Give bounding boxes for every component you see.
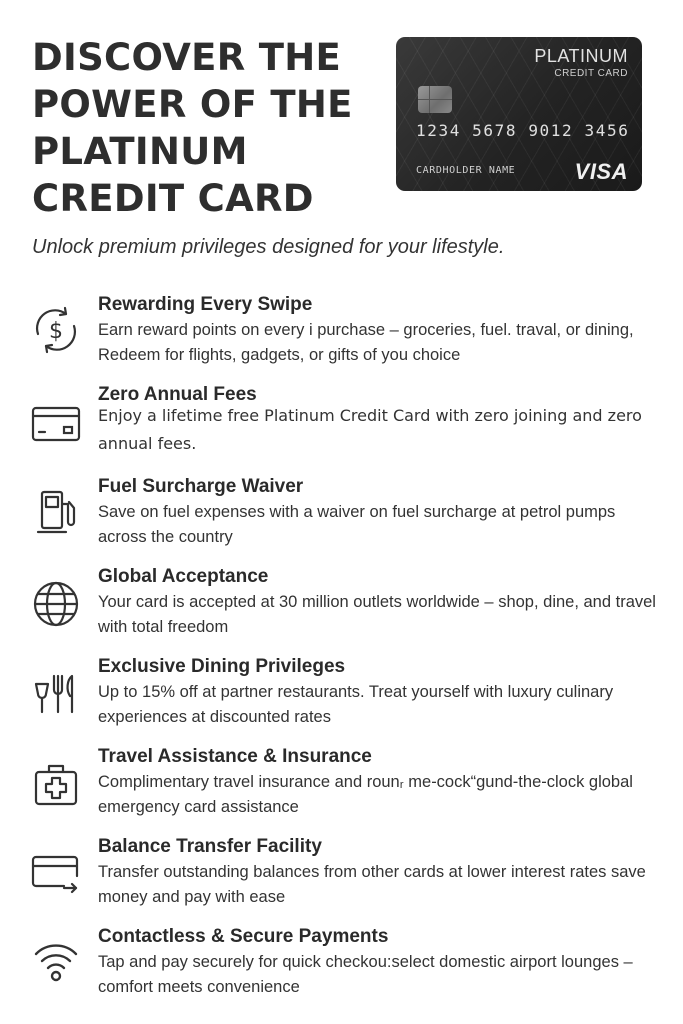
- contactless-icon: [30, 936, 82, 988]
- feature-description: Save on fuel expenses with a waiver on fuel surcharge at petrol pumps across the country: [98, 503, 616, 546]
- feature-title: Global Acceptance: [98, 566, 269, 587]
- card-brand-bottom: CREDIT CARD: [554, 68, 628, 79]
- feature-title: Zero Annual Fees: [98, 384, 257, 405]
- feature-description: Up to 15% off at partner restaurants. Treat yourself with luxury culinary experiences at discounted rates: [98, 683, 614, 726]
- tagline: Unlock premium privileges designed for your lifestyle.: [32, 236, 505, 258]
- card-brand-top: PLATINUM: [534, 46, 628, 66]
- headline-line: POWER OF THE: [32, 83, 353, 126]
- feature-title: Fuel Surcharge Waiver: [98, 476, 304, 497]
- feature-description: Your card is accepted at 30 million outlets worldwide – shop, dine, and travel with total freedom: [98, 593, 656, 636]
- dining-icon: [30, 666, 82, 718]
- feature-description: Tap and pay securely for quick checkou:select domestic airport lounges – comfort meets convenience: [98, 953, 633, 996]
- feature-title: Contactless & Secure Payments: [98, 926, 389, 947]
- feature-title: Travel Assistance & Insurance: [98, 746, 372, 767]
- feature-description: Transfer outstanding balances from other cards at lower interest rates save money and pay with ease: [98, 863, 646, 906]
- card-holder-name: CARDHOLDER NAME: [416, 165, 516, 176]
- feature-title: Balance Transfer Facility: [98, 836, 322, 857]
- medical-kit-icon: [30, 756, 82, 808]
- svg-text:$: $: [49, 319, 63, 344]
- headline-line: DISCOVER THE: [32, 36, 342, 79]
- headline-line: PLATINUM: [32, 130, 248, 173]
- feature-title: Rewarding Every Swipe: [98, 294, 313, 315]
- credit-card-icon: [30, 394, 82, 446]
- feature-description: Enjoy a lifetime free Platinum Credit Card with zero joining and zero annual fees.: [98, 406, 642, 453]
- feature-description: Complimentary travel insurance and rounᵣ me-cock“gund-the-clock global emergency card assistance: [98, 773, 633, 816]
- card-transfer-icon: [30, 846, 82, 898]
- visa-logo: VISA: [574, 159, 628, 184]
- fuel-pump-icon: [30, 486, 82, 538]
- feature-description: Earn reward points on every i purchase – groceries, fuel. traval, or dining, Redeem for flights, gadgets, or gifts of you choice: [98, 321, 634, 364]
- dollar-cycle-icon: [30, 304, 82, 356]
- headline-line: CREDIT CARD: [32, 177, 314, 220]
- feature-title: Exclusive Dining Privileges: [98, 656, 346, 677]
- globe-icon: [30, 576, 82, 628]
- card-number: 1234 5678 9012 3456: [416, 121, 630, 140]
